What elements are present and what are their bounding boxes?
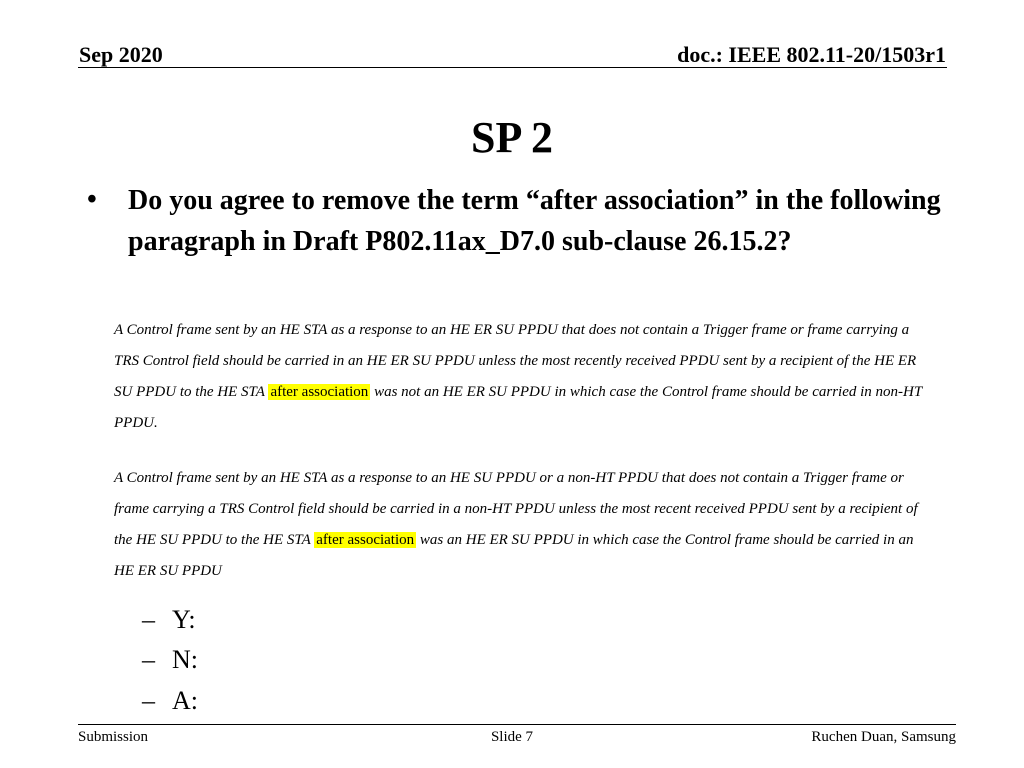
vote-option-no [142,645,198,675]
vote-label: Y: [172,605,196,634]
paragraph-2-after: was an HE ER SU PPDU in which case the Control frame should be carried in an HE ER SU PPDU [114,532,914,579]
paragraph-1-before: A Control frame sent by an HE STA as a response to an HE ER SU PPDU that does not contain a Trigger frame or frame carrying a TRS Control field should be carried in an HE ER SU PPDU unless the most recently received PPDU sent by a recipient of the HE ER SU PPDU to the HE STA [114,322,917,400]
vote-label: N: [172,645,198,674]
bullet-marker: • [87,184,97,215]
paragraph-1-after: was not an HE ER SU PPDU in which case the Control frame should be carried in non-HT PPDU. [114,384,922,431]
header-doc-id: doc.: IEEE 802.11-20/1503r1 [677,42,946,67]
vote-dash: – [142,686,155,715]
vote-dash: – [142,605,155,634]
quoted-paragraph-2 [114,463,934,587]
slide-title: SP 2 [471,113,553,162]
header-date: Sep 2020 [79,42,163,67]
question-text: Do you agree to remove the term “after association” in the following paragraph in Draft P802.11ax_D7.0 sub-clause 26.15.2? [128,185,941,257]
footer-slide-number: Slide 7 [490,729,534,745]
quoted-paragraph-1 [114,315,934,439]
vote-dash: – [142,645,155,674]
footer-rule [78,724,956,725]
footer-submission: Submission [78,729,149,745]
paragraph-2-highlight: after association [316,532,415,548]
vote-option-abstain [142,686,198,716]
paragraph-2-before: A Control frame sent by an HE STA as a response to an HE SU PPDU or a non-HT PPDU that does not contain a Trigger frame or frame carrying a TRS Control field should be carried in a non-HT PPDU unless the most recent received PPDU sent by a recipient of the HE SU PPDU to the HE STA [114,470,918,548]
vote-option-yes [142,605,196,635]
header-rule [78,67,947,68]
vote-label: A: [172,686,198,715]
paragraph-1-highlight: after association [270,384,369,400]
footer-author: Ruchen Duan, Samsung [811,729,956,745]
